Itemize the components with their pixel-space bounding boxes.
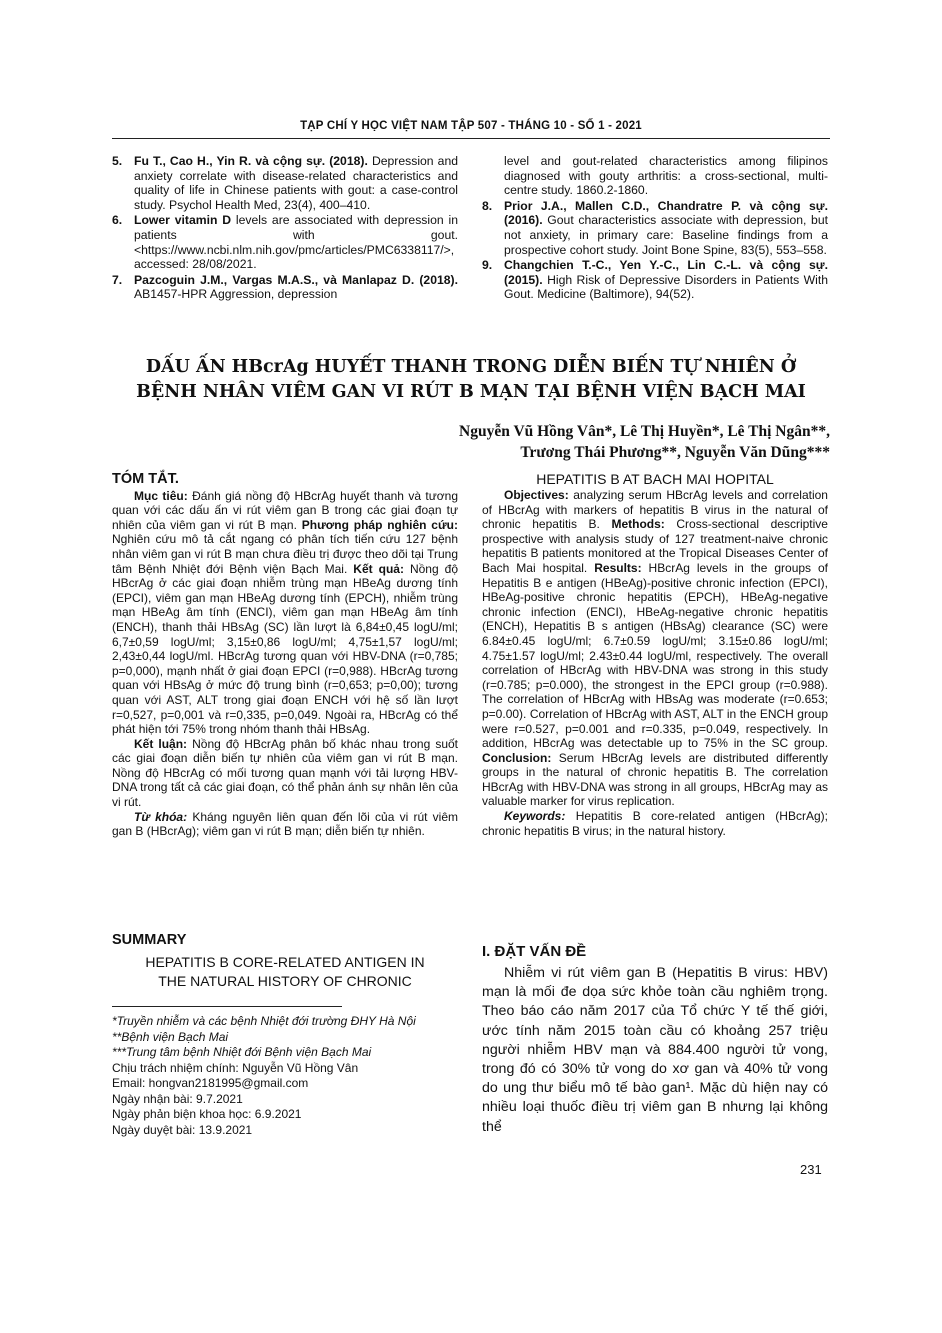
title-line: BỆNH NHÂN VIÊM GAN VI RÚT B MẠN TẠI BỆNH VIỆN BẠCH MAI [136, 382, 806, 402]
references-right [482, 154, 828, 303]
label-keywords: Từ khóa: [134, 809, 188, 824]
label-keywords-en: Keywords: [504, 809, 566, 824]
footnotes [112, 1014, 458, 1138]
label-objective: Mục tiêu: [134, 488, 188, 503]
text-methods: Nghiên cứu mô tả cắt ngang có phân tích tiến cứu 127 bệnh nhân viêm gan vi rút B mạn chưa điều trị được theo dõi tại Trung tâm Bệnh Nhiệt đới Bệnh viện Bạch Mai. [112, 532, 458, 576]
section-heading: TÓM TẮT. [112, 471, 179, 487]
page-number: 231 [800, 1162, 822, 1177]
reference-item [482, 258, 828, 302]
title-line: DẤU ẤN HBcrAg HUYẾT THANH TRONG DIỄN BIẾN TỰ NHIÊN Ở [145, 357, 797, 377]
label-objectives: Objectives: [504, 488, 569, 502]
footnote-date: Ngày duyệt bài: 13.9.2021 [112, 1122, 253, 1137]
label-conclusion-en: Conclusion: [482, 750, 552, 765]
text-results-en: HBcrAg levels in the groups of Hepatitis B e antigen (HBeAg)-positive chronic infection (EPCI), HBeAg-positive chronic hepatitis (EPCH), HBeAg-negative chronic infection (ENCI), HBeAg-negative chronic hepatitis (ENCH), Hepatitis B s antigen (HBsAg) clearance (SC) were 6.84±0.45 logU/ml; 6.7±0.59 logU/ml; 3.15±0.86 logU/ml; 4.75±1.57 logU/ml; 2.43±0.44 logU/ml, respectively. The overall correlation of HBcrAg with HBV-DNA was strong in this study (r=0.785; p=0.000), the strongest in the EPCI group (r=0.988). The correlation of HBcrAg with HBsAg was moderate (r=0.653; p=0.00). Correlation of HBcrAg with AST, ALT in the ENCH group were r=0.527, p=0.001 and r=0.335, p=0.049, respectively. In addition, HBcrAg was detectable up to 75% in the SC group. [482, 560, 828, 751]
author-list [270, 421, 830, 463]
reference-number: 9. [482, 258, 493, 273]
abstract-paragraph [112, 810, 458, 839]
reference-number: 7. [112, 272, 123, 287]
summary-heading: SUMMARY [112, 932, 187, 948]
reference-item [112, 213, 458, 271]
footnote-rule [112, 1006, 342, 1007]
reference-number: 8. [482, 198, 493, 213]
reference-authors: Pazcoguin J.M., Vargas M.A.S., và Manlapaz D. (2018). [134, 272, 458, 287]
summary-title-line: HEPATITIS B CORE-RELATED ANTIGEN IN [145, 954, 425, 970]
header-rule [112, 138, 830, 139]
reference-authors: Changchien T.-C., Yen Y.-C., Lin C.-L. và cộng sự. (2015). [504, 258, 828, 287]
footnote-affiliation: ***Trung tâm bệnh Nhiệt đới Bệnh viện Bạch Mai [112, 1045, 372, 1059]
abstract-paragraph [112, 489, 458, 737]
reference-authors: Prior J.A., Mallen C.D., Chandratre P. và cộng sự. (2016). [504, 198, 828, 228]
reference-number: 6. [112, 213, 123, 228]
reference-authors: Fu T., Cao H., Yin R. và cộng sự. (2018). [134, 154, 368, 168]
abstract-vietnamese [112, 472, 458, 839]
intro-paragraph: Nhiễm vi rút viêm gan B (Hepatitis B virus: HBV) mạn là mối đe dọa sức khỏe toàn cầu nghiêm trọng. Theo báo cáo năm 2017 của Tổ chức Y tế thế giới, ước tính năm 2015 toàn cầu có khoảng 257 triệu người nhiễm HBV mạn và 884.400 người tử vong, trong đó có 30% tử vong do xơ gan và 40% tử vong do ung thư biểu mô tế bào gan¹. Mặc dù hiện nay có nhiều loại thuốc điều trị viêm gan B nhưng lại không thể [482, 965, 828, 1135]
reference-text: AB1457-HPR Aggression, depression [134, 287, 338, 302]
summary-paragraph [482, 809, 828, 838]
abstract-english [482, 488, 828, 838]
footnote-email: Email: hongvan2181995@gmail.com [112, 1076, 309, 1090]
text-keywords: Kháng nguyên liên quan đến lõi của vi rút viêm gan B (HBcrAg); viêm gan vi rút B mạn; diễn biến tự nhiên. [112, 809, 458, 839]
text-objective: Đánh giá nồng độ HBcrAg huyết thanh và tương quan với các dấu ấn vi rút viêm gan B trong các giai đoạn tự nhiên của viêm gan vi rút B mạn. [112, 488, 459, 532]
reference-text: Gout characteristics associate with depression, but not anxiety, in primary care: Baseline findings from a prospective cohort study. Joint Bone Spine, 83(5), 553–558. [504, 213, 829, 257]
reference-item [482, 199, 828, 257]
reference-text: High Risk of Depressive Disorders in Patients With Gout. Medicine (Baltimore), 94(52). [504, 272, 828, 302]
intro-body [482, 964, 828, 1137]
text-conclusion-en: Serum HBcrAg levels are distributed differently groups in the natural of chronic hepatitis B. The correlation HBcrAg with HBV-DNA was strong in all groups, HBcrAg may as valuable marker for virus replication. [482, 750, 828, 809]
authors-line: Nguyễn Vũ Hồng Vân*, Lê Thị Huyền*, Lê Thị Ngân**, [459, 423, 830, 440]
journal-header: TẠP CHÍ Y HỌC VIỆT NAM TẬP 507 - THÁNG 10 - SỐ 1 - 2021 [300, 120, 642, 132]
reference-item [112, 154, 458, 212]
label-methods-en: Methods: [611, 517, 665, 532]
footnote-corresponding: Chịu trách nhiệm chính: Nguyễn Vũ Hồng Vân [112, 1060, 359, 1075]
text-results: Nồng độ HBcrAg ở các giai đoạn nhiễm trùng mạn HBeAg dương tính (EPCI), viêm gan mạn HBeAg dương tính (EPCH), nhiễm trùng mạn HBeAg âm tính (ENCI), viêm gan mạn HBeAg âm tính (ENCH), thanh thải HBsAg (SC) lần lượt là 6,84±0,45 logU/ml; 6,7±0,59 logU/ml; 3,15±0,86 logU/ml; 4,75±1,57 logU/ml; 2,43±0,44 logU/ml. HBcrAg tương quan với HBV-DNA (r=0,785; p=0,000), mạnh nhất ở giai đoạn EPCI (r=0,988). HBcrAg tương quan với HBsAg ở mức độ trung bình (r=0,653; p=0,00); tương quan với AST, ALT trong giai đoạn ENCH với hệ số lần lượt r=0,527, p=0,001 và r=0,335, p=0,049. Ngoài ra, HBcrAg có thể phát hiện tới 75% trong nhóm thanh thải HBsAg. [112, 561, 458, 737]
summary-title [112, 953, 458, 991]
text-methods-en: Cross-sectional descriptive prospective with analysis study of 127 treatment-naive chronic hepatitis B patients monitored at the Tropical Diseases Center of Bach Mai hospital. [482, 517, 828, 575]
label-conclusion: Kết luận: [134, 736, 188, 751]
reference-number: 5. [112, 154, 123, 168]
summary-paragraph [482, 488, 828, 809]
footnote-date: Ngày phản biện khoa học: 6.9.2021 [112, 1107, 302, 1121]
text-objectives: analyzing serum HBcrAg levels and correlation of HBcrAg with markers of hepatitis B virus in the natural of chronic hepatitis B. [482, 488, 828, 532]
footnote-affiliation: *Truyền nhiễm và các bệnh Nhiệt đới trường ĐHY Hà Nội [112, 1014, 416, 1028]
references-left [112, 154, 458, 303]
footnote-date: Ngày nhận bài: 9.7.2021 [112, 1091, 243, 1106]
label-results-en: Results: [594, 560, 642, 575]
label-methods: Phương pháp nghiên cứu: [301, 517, 458, 532]
reference-text: level and gout-related characteristics among filipinos diagnosed with gouty arthritis: a cross-sectional, multi-centre study. 1860.2-1860. [504, 154, 828, 198]
summary-title-line: THE NATURAL HISTORY OF CHRONIC [158, 973, 412, 989]
text-conclusion: Nồng độ HBcrAg phân bố khác nhau trong suốt các giai đoạn diễn biến tự nhiên của viêm gan vi rút B mạn. Nồng độ HBcrAg có mối tương quan mạnh với tải lượng HBV-DNA trong tất cả các giai đoạn, có thể phản ánh sự nhân lên của vi rút. [112, 736, 459, 810]
summary-title-continued: HEPATITIS B AT BACH MAI HOPITAL [536, 471, 774, 487]
article-title [112, 355, 830, 405]
intro-heading: I. ĐẶT VẤN ĐỀ [482, 943, 587, 960]
reference-text: Depression and anxiety correlate with disease-related characteristics and quality of life in Chinese patients with gout: a case-control study. Psychol Health Med, 23(4), 400–410. [134, 154, 458, 212]
label-results: Kết quả: [353, 561, 404, 576]
reference-item [112, 273, 458, 302]
abstract-paragraph [112, 737, 458, 810]
reference-authors: Lower vitamin D [134, 213, 232, 228]
text-keywords-en: Hepatitis B core-related antigen (HBcrAg); chronic hepatitis B virus; in the natural history. [482, 809, 828, 838]
reference-continuation [482, 154, 828, 198]
footnote-affiliation: **Bệnh viện Bạch Mai [112, 1029, 229, 1044]
authors-line: Trương Thái Phương**, Nguyễn Văn Dũng*** [520, 444, 830, 461]
reference-text: levels are associated with depression in patients with gout. <https://www.ncbi.nlm.nih.gov/pmc/articles/PMC6338117/>, accessed: 28/08/2021. [134, 213, 458, 272]
